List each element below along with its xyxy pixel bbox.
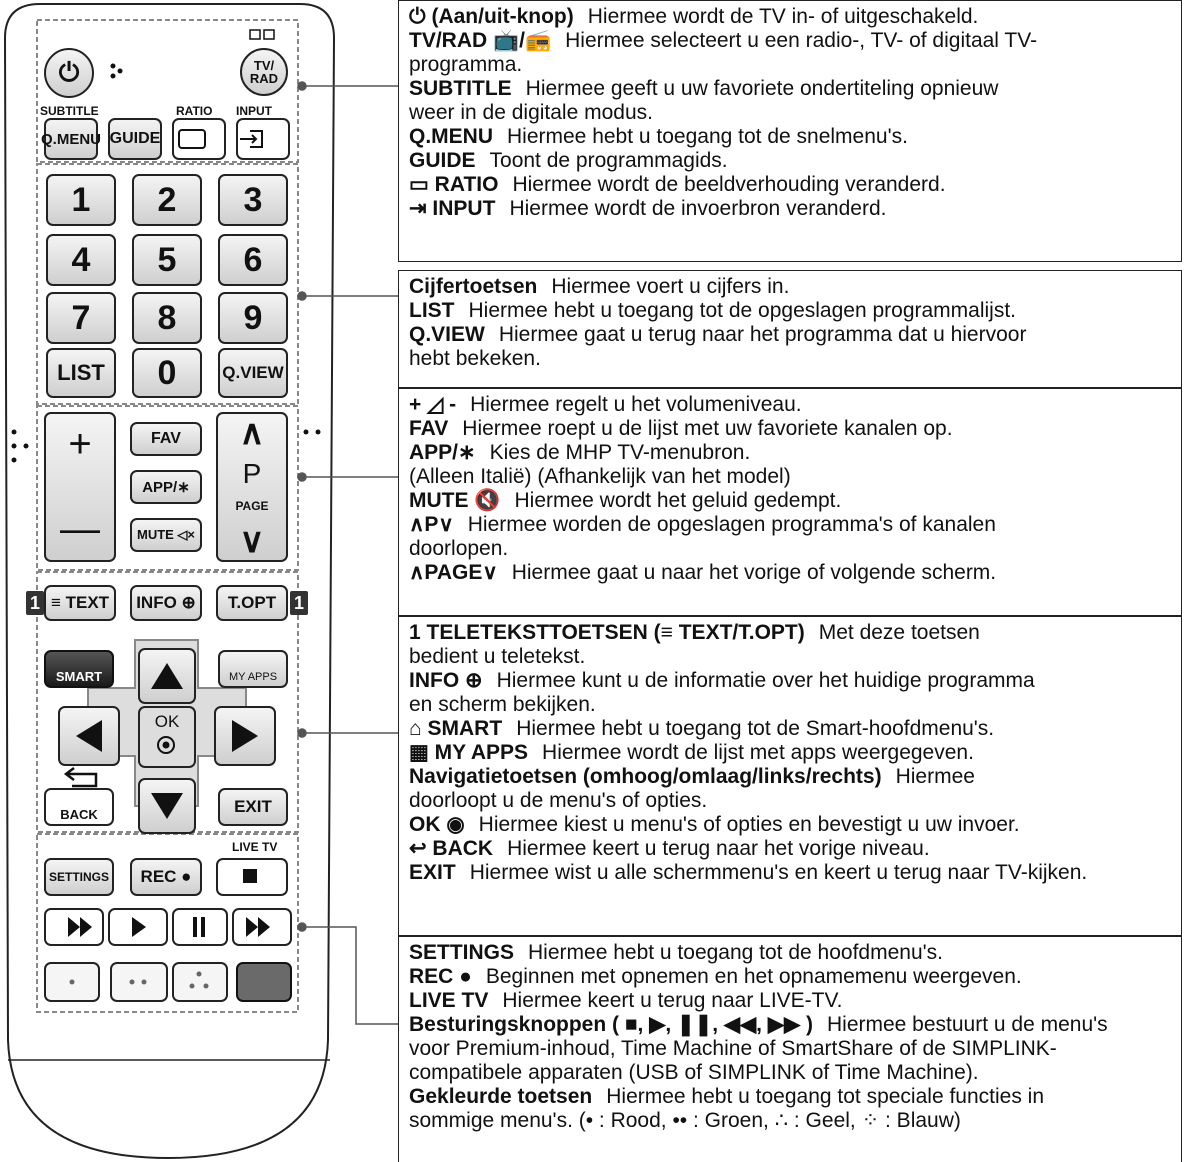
yellow-button[interactable] [172, 962, 228, 1002]
fastforward-button[interactable] [232, 908, 292, 946]
key-name: ↩ BACK [409, 837, 494, 860]
ok-label: OK [154, 712, 180, 731]
key-name: + ◿ - [409, 393, 457, 416]
panel-number-keys [398, 270, 1182, 388]
myapps-label: MY APPS [228, 671, 278, 683]
arrow-left-icon [76, 720, 102, 752]
key-description: Beginnen met opnemen en het opnamemenu weergeven. [485, 965, 1022, 988]
key-description: programma. [409, 53, 523, 76]
panel-line [409, 989, 1171, 1013]
key-name: ∧P∨ [409, 513, 454, 536]
key-name: ▭ RATIO [409, 173, 499, 196]
rec-button[interactable]: REC ● [130, 858, 202, 896]
panel-line [409, 537, 1171, 561]
panel-line [409, 77, 1171, 101]
key-name: Besturingsknoppen ( ■, ▶, ❚❚, ◀◀, ▶▶ ) [409, 1013, 813, 1036]
arrow-right-icon [232, 720, 258, 752]
key-name: FAV [409, 417, 449, 440]
panel-line [409, 323, 1171, 347]
key-description: Hiermee kiest u menu's of opties en bevestigt u uw invoer. [478, 813, 1020, 836]
qview-button[interactable]: Q.VIEW [218, 348, 288, 398]
key-name: GUIDE [409, 149, 476, 172]
program-down-icon: ∨ [239, 522, 265, 560]
panel-line [409, 1013, 1171, 1037]
panel-line [409, 741, 1171, 765]
smart-button[interactable] [44, 650, 114, 688]
exit-button[interactable]: EXIT [218, 788, 288, 826]
key-name: TV/RAD 📺/📻 [409, 29, 552, 52]
key-name: Q.MENU [409, 125, 493, 148]
tv-rad-button[interactable] [240, 48, 288, 96]
program-p-label: P [242, 458, 262, 489]
key-name: ▦ MY APPS [409, 741, 529, 764]
key-name: Gekleurde toetsen [409, 1085, 593, 1108]
program-rocker[interactable] [216, 412, 288, 562]
info-button[interactable]: INFO ⊕ [130, 585, 202, 621]
key-name: MUTE 🔇 [409, 489, 501, 512]
panel-line [409, 693, 1171, 717]
key-description: Hiermee wordt de invoerbron veranderd. [509, 197, 887, 220]
key-description: doorlopen. [409, 537, 509, 560]
key-description: bedient u teletekst. [409, 645, 586, 668]
key-name: ⏻ (Aan/uit-knop) [409, 5, 574, 28]
panel-line [409, 53, 1171, 77]
settings-button[interactable]: SETTINGS [44, 858, 114, 896]
tv-rad-label-bottom: RAD [249, 71, 279, 86]
key-description: hebt bekeken. [409, 347, 541, 370]
rewind-button[interactable] [44, 908, 104, 946]
number-3-button[interactable]: 3 [218, 174, 288, 226]
panel-line [409, 861, 1171, 885]
key-name: REC ● [409, 965, 472, 988]
panel-line [409, 5, 1171, 29]
guide-button[interactable]: GUIDE [108, 118, 162, 160]
panel-line [409, 29, 1171, 53]
panel-line [409, 393, 1171, 417]
key-name: LIVE TV [409, 989, 489, 1012]
teletext-badge-right: 1 [290, 591, 308, 615]
key-name: LIST [409, 299, 455, 322]
panel-line [409, 441, 1171, 465]
panel-line [409, 717, 1171, 741]
number-2-button[interactable]: 2 [132, 174, 202, 226]
panel-line [409, 561, 1171, 585]
key-description: Hiermee hebt u toegang tot speciale functies in [606, 1085, 1045, 1108]
volume-down-icon: — [60, 507, 100, 551]
key-description: Hiermee hebt u toegang tot de hoofdmenu's. [528, 941, 943, 964]
fav-button[interactable]: FAV [130, 422, 202, 456]
key-name: ∧PAGE∨ [409, 561, 498, 584]
panel-top-keys [398, 0, 1182, 262]
key-description: Hiermee hebt u toegang tot de snelmenu's. [507, 125, 908, 148]
number-6-button[interactable]: 6 [218, 234, 288, 286]
subtitle-label: SUBTITLE [40, 104, 99, 118]
back-label: BACK [60, 807, 98, 822]
ratio-button-frame[interactable] [172, 118, 226, 160]
key-description: Hiermee selecteert u een radio-, TV- of digitaal TV- [565, 29, 1038, 52]
key-description: Hiermee keert u terug naar LIVE-TV. [502, 989, 843, 1012]
key-name: Navigatietoetsen (omhoog/omlaag/links/rechts) [409, 765, 882, 788]
key-description: weer in de digitale modus. [409, 101, 653, 124]
key-name: 1 TELETEKSTTOETSEN (≡ TEXT/T.OPT) [409, 621, 805, 644]
mute-button[interactable]: MUTE ◁× [130, 518, 202, 552]
key-name: Cijfertoetsen [409, 275, 538, 298]
number-4-button[interactable]: 4 [46, 234, 116, 286]
panel-line [409, 197, 1171, 221]
number-5-button[interactable]: 5 [132, 234, 202, 286]
nav-down-button[interactable] [138, 778, 196, 834]
panel-navigation-keys [398, 616, 1182, 936]
volume-rocker[interactable] [44, 412, 116, 562]
topt-button[interactable]: T.OPT [216, 585, 288, 621]
green-button[interactable] [110, 962, 168, 1002]
key-description: Hiermee wordt de lijst met apps weergegeven. [542, 741, 974, 764]
number-0-button[interactable]: 0 [132, 348, 202, 398]
panel-line [409, 417, 1171, 441]
key-description: Hiermee voert u cijfers in. [551, 275, 790, 298]
panel-volume-keys [398, 388, 1182, 616]
panel-line [409, 941, 1171, 965]
volume-up-icon: + [68, 422, 92, 466]
key-description: Hiermee hebt u toegang tot de opgeslagen programmalijst. [468, 299, 1016, 322]
play-button[interactable] [108, 908, 168, 946]
livetv-stop-button[interactable] [216, 858, 288, 896]
panel-line [409, 965, 1171, 989]
arrow-up-icon [151, 663, 183, 689]
key-name: SUBTITLE [409, 77, 512, 100]
key-description: doorloopt u de menu's of opties. [409, 789, 708, 812]
number-7-button[interactable]: 7 [46, 292, 116, 344]
panel-line [409, 645, 1171, 669]
tv-rad-label-top: TV/ [253, 58, 275, 73]
nav-left-button[interactable] [58, 706, 120, 766]
panel-line [409, 837, 1171, 861]
panel-line [409, 1037, 1171, 1061]
panel-line [409, 149, 1171, 173]
key-description: Hiermee wordt de beeldverhouding veranderd. [512, 173, 946, 196]
key-name: APP/∗ [409, 441, 476, 464]
panel-line [409, 513, 1171, 537]
key-description: Hiermee [895, 765, 975, 788]
nav-right-button[interactable] [214, 706, 276, 766]
panel-line [409, 621, 1171, 645]
panel-line [409, 669, 1171, 693]
key-description: Hiermee gaat u terug naar het programma dat u hiervoor [498, 323, 1027, 346]
power-icon: ⏻ [58, 57, 80, 87]
back-button[interactable] [44, 788, 114, 826]
key-description: sommige menu's. (• : Rood, •• : Groen, ∴ : Geel, ⁘ : Blauw) [409, 1109, 961, 1132]
ratio-label: RATIO [176, 104, 213, 118]
key-description: Hiermee worden de opgeslagen programma's of kanalen [467, 513, 996, 536]
livetv-label: LIVE TV [232, 840, 278, 854]
key-description: Toont de programmagids. [489, 149, 728, 172]
key-name: OK ◉ [409, 813, 465, 836]
key-description: Hiermee bestuurt u de menu's [826, 1013, 1108, 1036]
panel-line [409, 173, 1171, 197]
myapps-button[interactable] [218, 650, 288, 688]
panel-line [409, 765, 1171, 789]
key-description: Hiermee roept u de lijst met uw favoriete kanalen op. [462, 417, 953, 440]
key-description: compatibele apparaten (USB of SIMPLINK of Time Machine). [409, 1061, 979, 1084]
panel-line [409, 813, 1171, 837]
key-description: Hiermee wordt het geluid gedempt. [514, 489, 842, 512]
key-name: Q.VIEW [409, 323, 485, 346]
input-label: INPUT [236, 104, 272, 118]
key-name: EXIT [409, 861, 456, 884]
nav-up-button[interactable] [138, 648, 196, 704]
key-name: INFO ⊕ [409, 669, 483, 692]
pause-button[interactable] [172, 908, 228, 946]
panel-line [409, 347, 1171, 371]
number-8-button[interactable]: 8 [132, 292, 202, 344]
key-name: ⇥ INPUT [409, 197, 496, 220]
program-page-label: PAGE [235, 499, 269, 513]
red-button[interactable] [44, 962, 100, 1002]
key-description: en scherm bekijken. [409, 693, 596, 716]
panel-line [409, 465, 1171, 489]
key-description: Hiermee kunt u de informatie over het huidige programma [496, 669, 1035, 692]
panel-line [409, 1061, 1171, 1085]
key-name: SETTINGS [409, 941, 515, 964]
list-button[interactable]: LIST [46, 348, 116, 398]
panel-line [409, 299, 1171, 323]
key-description: Hiermee geeft u uw favoriete ondertiteling opnieuw [525, 77, 999, 100]
number-9-button[interactable]: 9 [218, 292, 288, 344]
blue-button[interactable] [236, 962, 292, 1002]
teletext-badge-left: 1 [26, 591, 44, 615]
program-up-icon: ∧ [239, 414, 265, 452]
key-description: Hiermee hebt u toegang tot de Smart-hoofdmenu's. [516, 717, 995, 740]
app-button[interactable]: APP/∗ [130, 470, 202, 504]
panel-line [409, 275, 1171, 299]
panel-line [409, 789, 1171, 813]
key-description: Hiermee wordt de TV in- of uitgeschakeld. [587, 5, 979, 28]
panel-line [409, 125, 1171, 149]
panel-line [409, 101, 1171, 125]
key-name: ⌂ SMART [409, 717, 503, 740]
key-description: Kies de MHP TV-menubron. [489, 441, 751, 464]
arrow-down-icon [151, 793, 183, 819]
ok-button[interactable] [138, 706, 196, 768]
power-button[interactable] [44, 48, 94, 98]
key-description: Hiermee wist u alle schermmenu's en keert u terug naar TV-kijken. [469, 861, 1088, 884]
key-description: voor Premium-inhoud, Time Machine of SmartShare of de SIMPLINK- [409, 1037, 1057, 1060]
key-description: (Alleen Italië) (Afhankelijk van het model) [409, 465, 791, 488]
key-description: Met deze toetsen [818, 621, 980, 644]
input-button[interactable] [236, 118, 290, 160]
qmenu-button[interactable]: Q.MENU [44, 118, 98, 160]
panel-line [409, 489, 1171, 513]
key-description: Hiermee keert u terug naar het vorige niveau. [507, 837, 930, 860]
key-description: Hiermee regelt u het volumeniveau. [470, 393, 802, 416]
number-1-button[interactable]: 1 [46, 174, 116, 226]
panel-line [409, 1085, 1171, 1109]
smart-label: SMART [55, 669, 103, 684]
text-button[interactable]: ≡ TEXT [44, 585, 116, 621]
panel-media-keys [398, 936, 1182, 1162]
panel-line [409, 1109, 1171, 1133]
key-description: Hiermee gaat u naar het vorige of volgende scherm. [511, 561, 997, 584]
